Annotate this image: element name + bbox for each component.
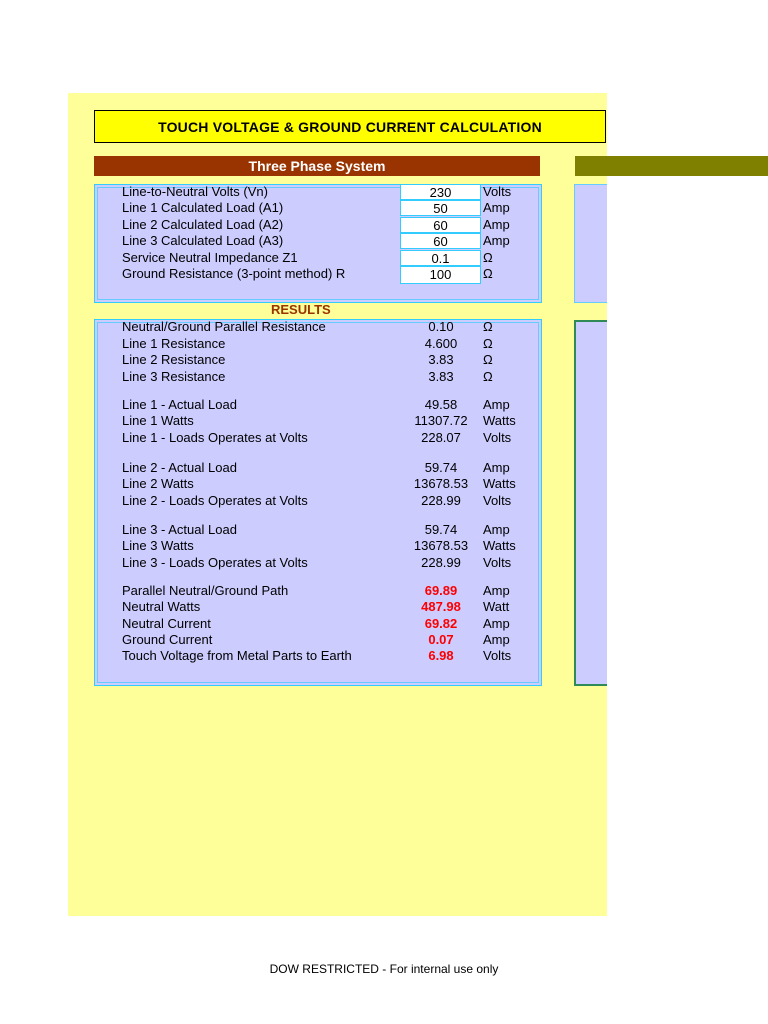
result-value: 3.83 — [428, 369, 454, 384]
result-label: Line 3 - Loads Operates at Volts — [122, 555, 308, 570]
result-value: 0.10 — [428, 319, 454, 334]
result-label: Ground Current — [122, 632, 213, 647]
result-unit: Amp — [483, 522, 510, 537]
result-value: 4.600 — [424, 336, 458, 351]
result-label: Line 3 - Actual Load — [122, 522, 237, 537]
result-label: Neutral Current — [122, 616, 211, 631]
result-unit: Amp — [483, 460, 510, 475]
input-unit-a2: Amp — [483, 217, 510, 232]
input-unit-a3: Amp — [483, 233, 510, 248]
result-value-highlight: 69.82 — [424, 616, 458, 631]
result-unit: Volts — [483, 555, 512, 570]
results-label: RESULTS — [271, 302, 331, 317]
result-unit: Amp — [483, 632, 510, 647]
result-label: Neutral/Ground Parallel Resistance — [122, 319, 326, 334]
result-value: 59.74 — [424, 522, 458, 537]
result-value-highlight: 0.07 — [428, 632, 454, 647]
right-section-header-bar — [575, 156, 768, 176]
result-unit: Ω — [483, 352, 493, 367]
result-unit: Amp — [483, 397, 510, 412]
input-unit-z1: Ω — [483, 250, 493, 265]
result-unit: Watts — [483, 413, 516, 428]
result-value: 228.99 — [421, 493, 461, 508]
input-unit-r: Ω — [483, 266, 493, 281]
result-label: Line 2 - Actual Load — [122, 460, 237, 475]
input-label-a2: Line 2 Calculated Load (A2) — [122, 217, 284, 232]
result-unit: Watts — [483, 538, 516, 553]
footer-notice: DOW RESTRICTED - For internal use only — [269, 962, 499, 976]
result-unit: Ω — [483, 336, 493, 351]
input-cell-a1[interactable]: 50 — [400, 200, 481, 216]
input-label-a1: Line 1 Calculated Load (A1) — [122, 200, 284, 215]
result-label: Parallel Neutral/Ground Path — [122, 583, 289, 598]
result-unit: Volts — [483, 430, 512, 445]
result-value: 11307.72 — [414, 413, 468, 428]
input-cell-z1[interactable]: 0.1 — [400, 250, 481, 266]
result-label: Line 1 - Actual Load — [122, 397, 237, 412]
result-value: 13678.53 — [413, 476, 469, 491]
input-unit-vn: Volts — [483, 184, 512, 199]
result-value: 13678.53 — [413, 538, 469, 553]
result-unit: Volts — [483, 493, 512, 508]
result-value: 228.07 — [421, 430, 461, 445]
input-label-r: Ground Resistance (3-point method) R — [122, 266, 346, 281]
result-value: 49.58 — [424, 397, 458, 412]
input-cell-a2[interactable]: 60 — [400, 217, 481, 233]
result-unit: Watt — [483, 599, 510, 614]
result-label: Line 2 Watts — [122, 476, 194, 491]
page-title: TOUCH VOLTAGE & GROUND CURRENT CALCULATION — [94, 110, 606, 143]
result-unit: Watts — [483, 476, 516, 491]
result-label: Line 3 Resistance — [122, 369, 226, 384]
input-cell-r[interactable]: 100 — [400, 266, 481, 284]
section-header: Three Phase System — [94, 156, 540, 176]
result-label: Line 3 Watts — [122, 538, 194, 553]
input-label-z1: Service Neutral Impedance Z1 — [122, 250, 298, 265]
result-label: Neutral Watts — [122, 599, 201, 614]
result-value: 59.74 — [424, 460, 458, 475]
result-value-highlight: 69.89 — [424, 583, 458, 598]
result-unit: Ω — [483, 319, 493, 334]
right-inputs-panel — [574, 184, 607, 303]
result-label: Touch Voltage from Metal Parts to Earth — [122, 648, 352, 663]
result-unit: Amp — [483, 616, 510, 631]
result-unit: Ω — [483, 369, 493, 384]
result-label: Line 2 - Loads Operates at Volts — [122, 493, 308, 508]
input-label-a3: Line 3 Calculated Load (A3) — [122, 233, 284, 248]
result-label: Line 1 Watts — [122, 413, 194, 428]
result-value-highlight: 487.98 — [421, 599, 461, 614]
result-unit: Volts — [483, 648, 512, 663]
result-value: 228.99 — [421, 555, 461, 570]
input-cell-vn[interactable]: 230 — [400, 184, 481, 200]
input-cell-a3[interactable]: 60 — [400, 233, 481, 249]
input-unit-a1: Amp — [483, 200, 510, 215]
result-label: Line 1 - Loads Operates at Volts — [122, 430, 308, 445]
input-label-vn: Line-to-Neutral Volts (Vn) — [122, 184, 268, 199]
result-unit: Amp — [483, 583, 510, 598]
result-value-highlight: 6.98 — [428, 648, 454, 663]
result-value: 3.83 — [428, 352, 454, 367]
result-label: Line 1 Resistance — [122, 336, 226, 351]
right-results-panel — [574, 320, 607, 686]
result-label: Line 2 Resistance — [122, 352, 226, 367]
